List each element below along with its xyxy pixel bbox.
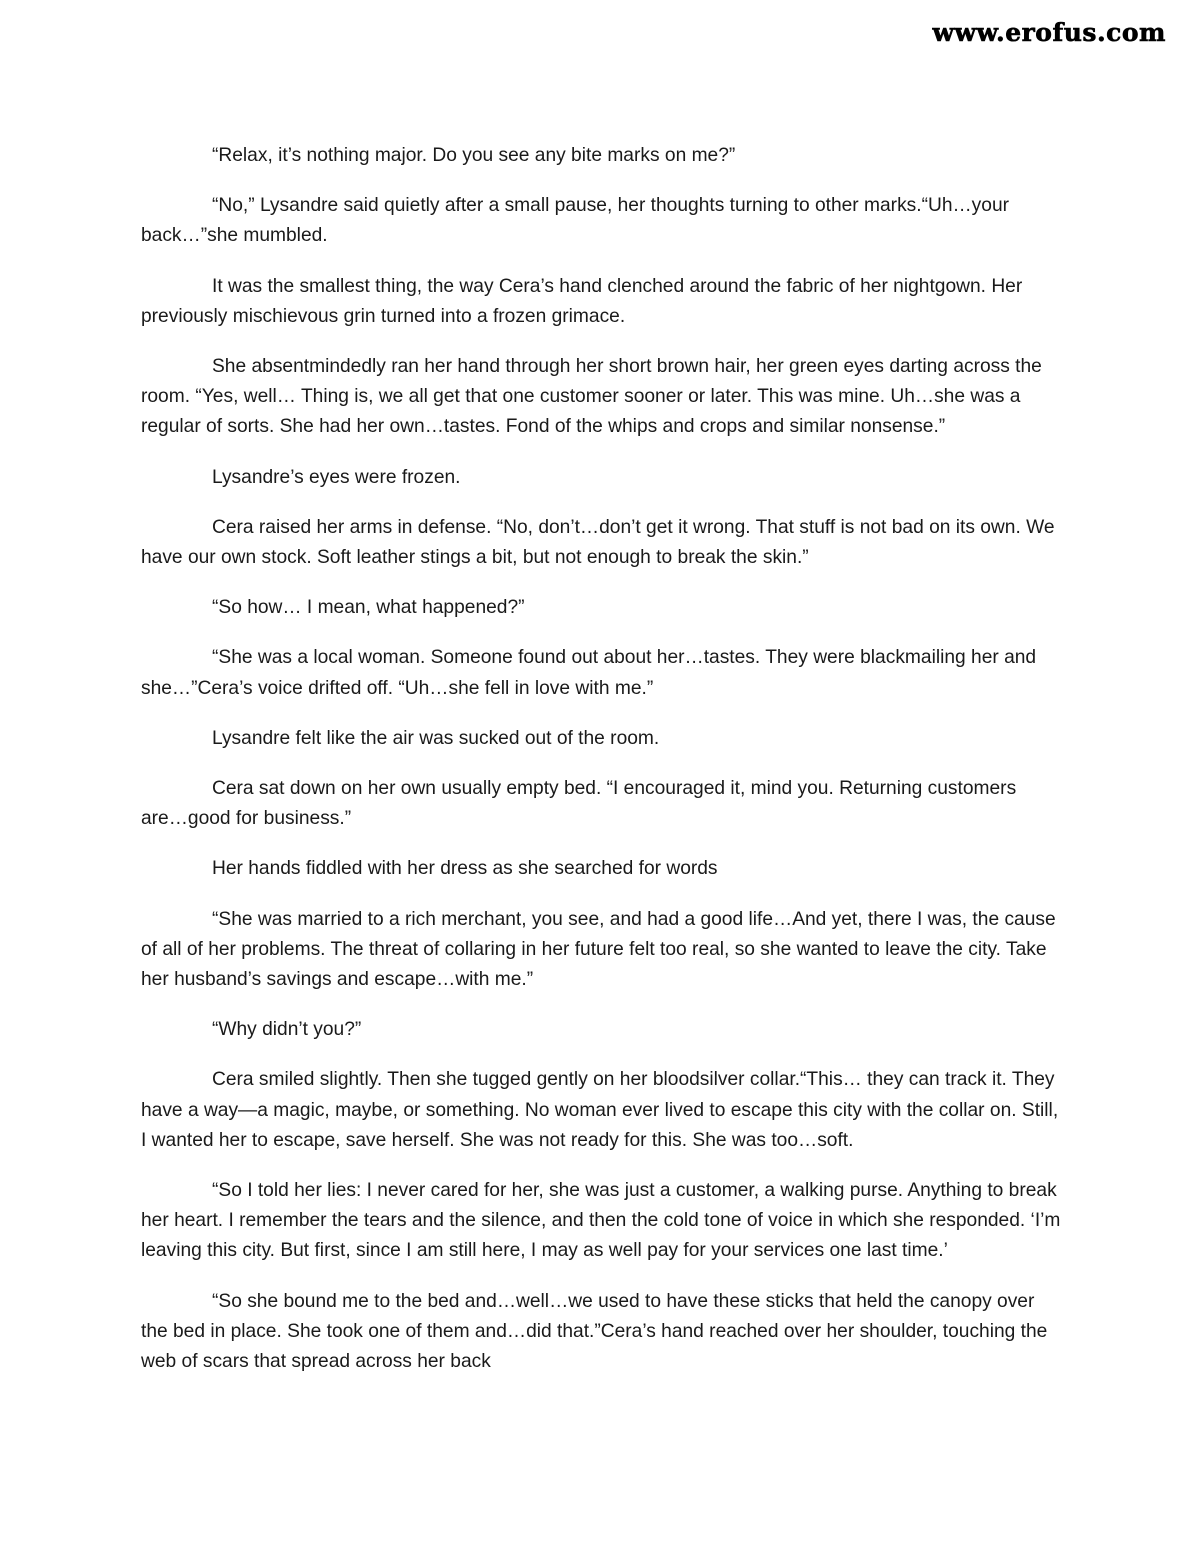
paragraph: Lysandre felt like the air was sucked out of the room.	[212, 727, 660, 749]
paragraph: She absentmindedly ran her hand through her short brown hair, her green eyes darting across the room. “Yes, well… Thing is, we all get that one customer sooner or later. This was mine. Uh…she was a regular of sorts. She had her own…tastes. Fond of the whips and crops and similar nonsense.”	[141, 356, 1042, 438]
paragraph: “So she bound me to the bed and…well…we used to have these sticks that held the canopy over the bed in place. She took one of them and…did that.”Cera’s hand reached over her shoulder, touching the web of scars that spread across her back	[141, 1290, 1048, 1373]
document-body	[141, 141, 1061, 1397]
paragraph: “No,” Lysandre said quietly after a small pause, her thoughts turning to other marks.“Uh…your back…”she mumbled.	[141, 195, 1010, 247]
paragraph: “She was married to a rich merchant, you see, and had a good life…And yet, there I was, the cause of all of her problems. The threat of collaring in her future felt too real, so she wanted to leave the city. Take her husband’s savings and escape…with me.”	[141, 908, 1056, 991]
paragraph: Cera sat down on her own usually empty bed. “I encouraged it, mind you. Returning customers are…good for business.”	[141, 778, 1017, 830]
paragraph: “She was a local woman. Someone found out about her…tastes. They were blackmailing her and she…”Cera’s voice drifted off. “Uh…she fell in love with me.”	[141, 647, 1037, 699]
paragraph: It was the smallest thing, the way Cera’s hand clenched around the fabric of her nightgown. Her previously mischievous grin turned into a frozen grimace.	[141, 275, 1023, 327]
paragraph: “Relax, it’s nothing major. Do you see any bite marks on me?”	[212, 145, 736, 166]
paragraph: “Why didn’t you?”	[212, 1019, 362, 1041]
site-watermark: www.erofus.com	[932, 18, 1166, 47]
paragraph: Her hands fiddled with her dress as she searched for words	[212, 858, 718, 880]
paragraph: Cera smiled slightly. Then she tugged gently on her bloodsilver collar.“This… they can track it. They have a way—a magic, maybe, or something. No woman ever lived to escape this city with the collar on. Still, I wanted her to escape, save herself. She was not ready for this. She was too…soft.	[141, 1069, 1059, 1151]
paragraph: Lysandre’s eyes were frozen.	[212, 466, 461, 488]
paragraph: “So I told her lies: I never cared for her, she was just a customer, a walking purse. Anything to break her heart. I remember the tears and the silence, and then the cold tone of voice in which she responded. ‘I’m leaving this city. But first, since I am still here, I may as well pay for your services one last time.’	[141, 1180, 1061, 1262]
paragraph: Cera raised her arms in defense. “No, don’t…don’t get it wrong. That stuff is not bad on its own. We have our own stock. Soft leather stings a bit, but not enough to break the skin.”	[141, 516, 1055, 569]
paragraph: “So how… I mean, what happened?”	[212, 597, 525, 619]
